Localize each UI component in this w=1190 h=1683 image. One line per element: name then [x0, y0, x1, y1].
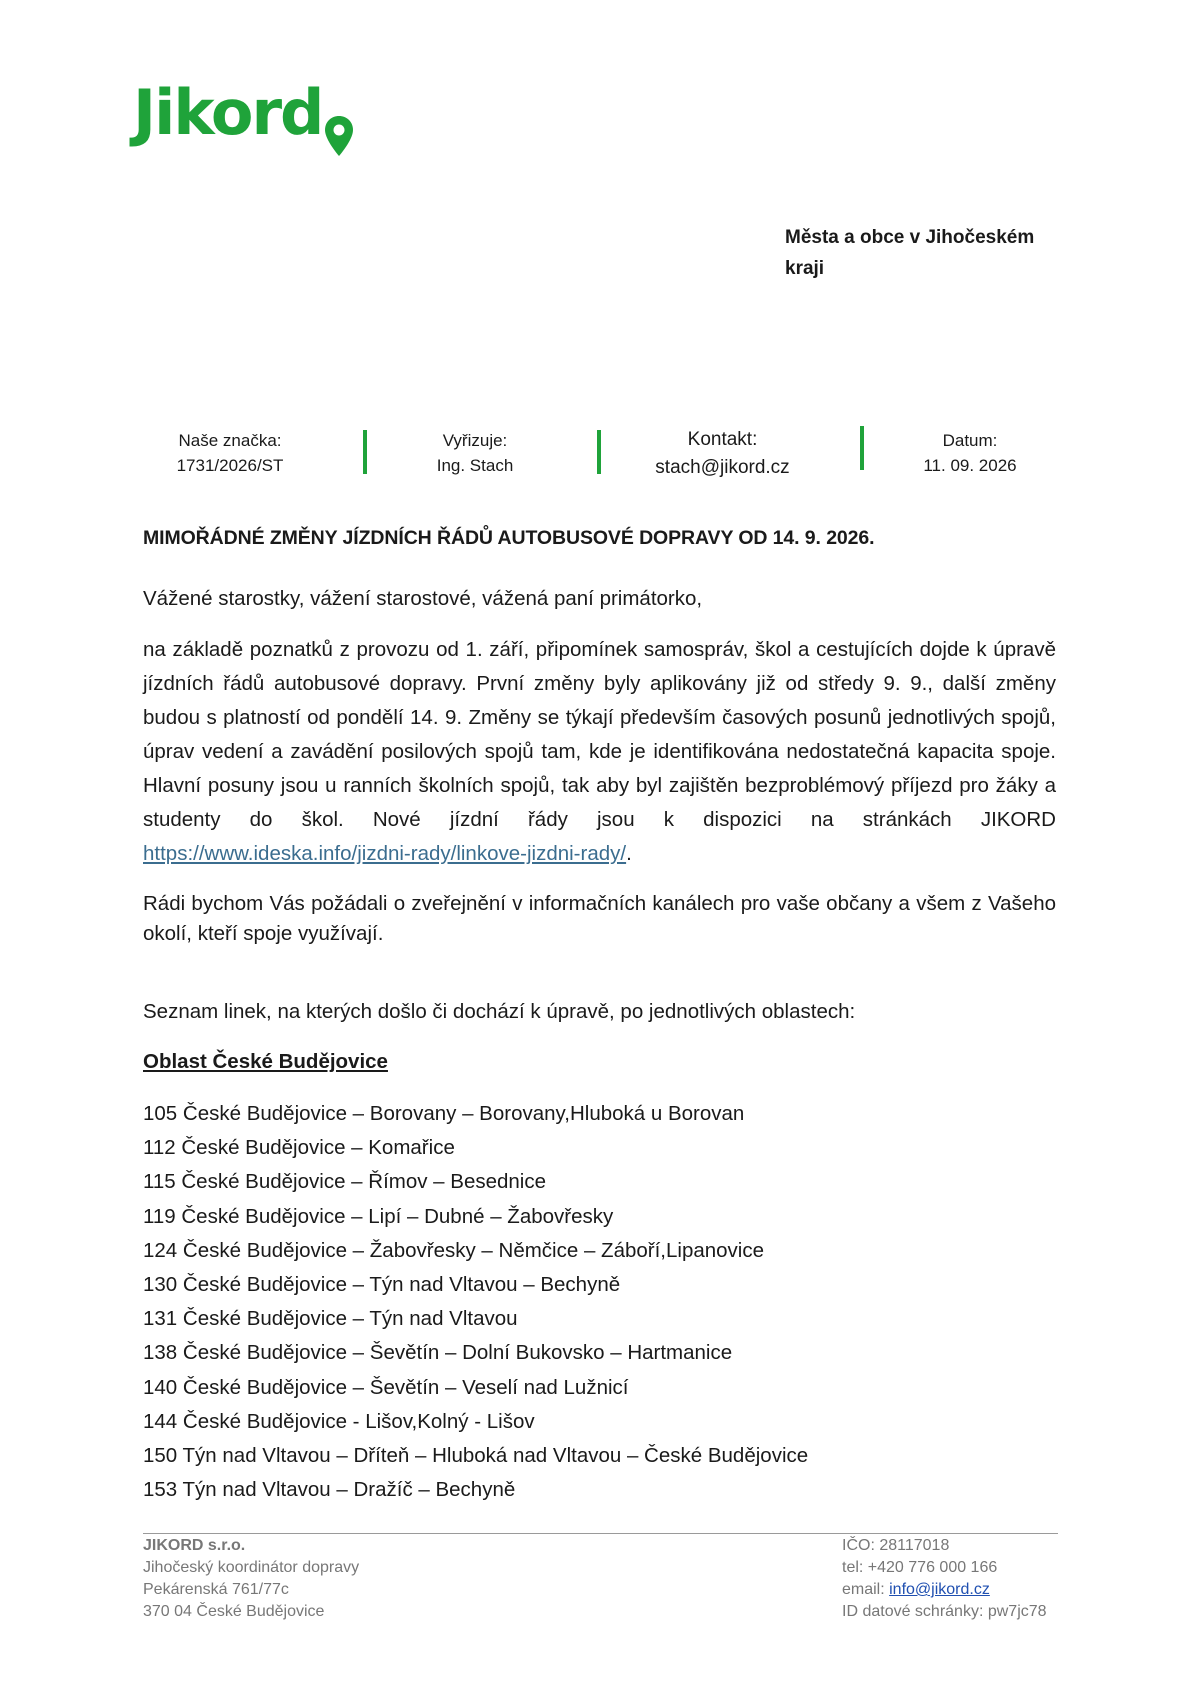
letter-subject: MIMOŘÁDNÉ ZMĚNY JÍZDNÍCH ŘÁDŮ AUTOBUSOVÉ DOPRAVY OD 14. 9. 2026. [143, 527, 875, 549]
footer-city: 370 04 České Budějovice [143, 1603, 325, 1620]
list-item: 131 České Budějovice – Týn nad Vltavou [143, 1307, 518, 1331]
timetable-link[interactable]: https://www.ideska.info/jizdni-rady/linkove-jizdni-rady/ [143, 842, 627, 865]
list-item: 144 České Budějovice - Lišov,Kolný - Lišov [143, 1409, 535, 1433]
body-paragraph-1 [143, 633, 1056, 871]
greeting: Vážené starostky, vážení starostové, vážená paní primátorko, [143, 587, 703, 610]
meta-divider [597, 430, 601, 474]
logo-text: Jikord [133, 76, 323, 149]
list-item: 124 České Budějovice – Žabovřesky – Němčice – Záboří,Lipanovice [143, 1238, 765, 1262]
reference-label: Naše značka: [178, 431, 282, 450]
map-pin-icon [323, 114, 355, 158]
list-item: 105 České Budějovice – Borovany – Borovany,Hluboká u Borovan [143, 1102, 745, 1125]
footer-company-name: JIKORD s.r.o. [143, 1537, 246, 1554]
handler-block [400, 428, 550, 478]
paragraph-1-text: na základě poznatků z provozu od 1. září, připomínek samospráv, škol a cestujících dojde k úpravě jízdních řádů autobusové dopravy. První změny byly aplikovány již od středy 9. 9., další změny budou s platností od pondělí 14. 9. Změny se týkají především časových posunů jednotlivých spojů, úprav vedení a zavádění posilových spojů tam, kde je identifikována nedostatečná kapacita spoje. Hlavní posuny jsou u ranních školních spojů, tak aby byl zajištěn bezproblémový příjezd pro žáky a studenty do škol. Nové jízdní řády jsou k dispozici na stránkách JIKORD [143, 638, 1056, 831]
footer-tel: tel: +420 776 000 166 [842, 1559, 998, 1576]
reference-block [150, 428, 310, 478]
footer-email-link[interactable]: info@jikord.cz [889, 1581, 990, 1598]
handler-label: Vyřizuje: [442, 431, 508, 450]
date-value: 11. 09. 2026 [923, 456, 1017, 475]
list-item: 153 Týn nad Vltavou – Dražíč – Bechyně [143, 1478, 516, 1502]
handler-value: Ing. Stach [436, 456, 514, 475]
date-block [900, 428, 1040, 478]
bus-lines-list [143, 1097, 808, 1507]
meta-divider [860, 426, 864, 470]
paragraph-1-end: . [626, 842, 632, 865]
company-logo [133, 76, 393, 166]
footer-street: Pekárenská 761/77c [143, 1581, 289, 1598]
footer-company-subtitle: Jihočeský koordinátor dopravy [143, 1559, 360, 1576]
list-item: 119 České Budějovice – Lipí – Dubné – Žabovřesky [143, 1204, 614, 1228]
recipient-address [785, 222, 1085, 284]
list-item: 130 České Budějovice – Týn nad Vltavou – Bechyně [143, 1273, 621, 1297]
list-item: 138 České Budějovice – Ševětín – Dolní Bukovsko – Hartmanice [143, 1341, 733, 1365]
footer-company-info [143, 1535, 359, 1623]
list-intro: Seznam linek, na kterých došlo či dochází k úpravě, po jednotlivých oblastech: [143, 1000, 856, 1023]
body-paragraph-2: Rádi bychom Vás požádali o zveřejnění v informačních kanálech pro vaše občany a všem z Vašeho okolí, kteří spoje využívají. [143, 892, 1056, 945]
reference-value: 1731/2026/ST [176, 456, 284, 475]
region-heading: Oblast České Budějovice [143, 1050, 388, 1073]
contact-label: Kontakt: [687, 429, 758, 450]
footer-divider [143, 1533, 1058, 1534]
contact-block [630, 426, 815, 482]
footer-email-row [842, 1579, 1047, 1601]
recipient-line-1: Města a obce v Jihočeském [785, 227, 1035, 248]
recipient-line-2: kraji [785, 258, 825, 279]
footer-contact-info [842, 1535, 1047, 1623]
list-item: 115 České Budějovice – Římov – Besednice [143, 1170, 547, 1194]
list-item: 140 České Budějovice – Ševětín – Veselí nad Lužnicí [143, 1375, 629, 1399]
date-label: Datum: [942, 431, 998, 450]
contact-value: stach@jikord.cz [655, 457, 790, 478]
meta-divider [363, 430, 367, 474]
list-item: 150 Týn nad Vltavou – Dříteň – Hluboká nad Vltavou – České Budějovice [143, 1444, 809, 1468]
list-item: 112 České Budějovice – Komařice [143, 1136, 455, 1160]
footer-ico: IČO: 28117018 [842, 1537, 950, 1554]
footer-databox: ID datové schránky: pw7jc78 [842, 1603, 1047, 1620]
footer-email-label: email: [842, 1581, 890, 1598]
